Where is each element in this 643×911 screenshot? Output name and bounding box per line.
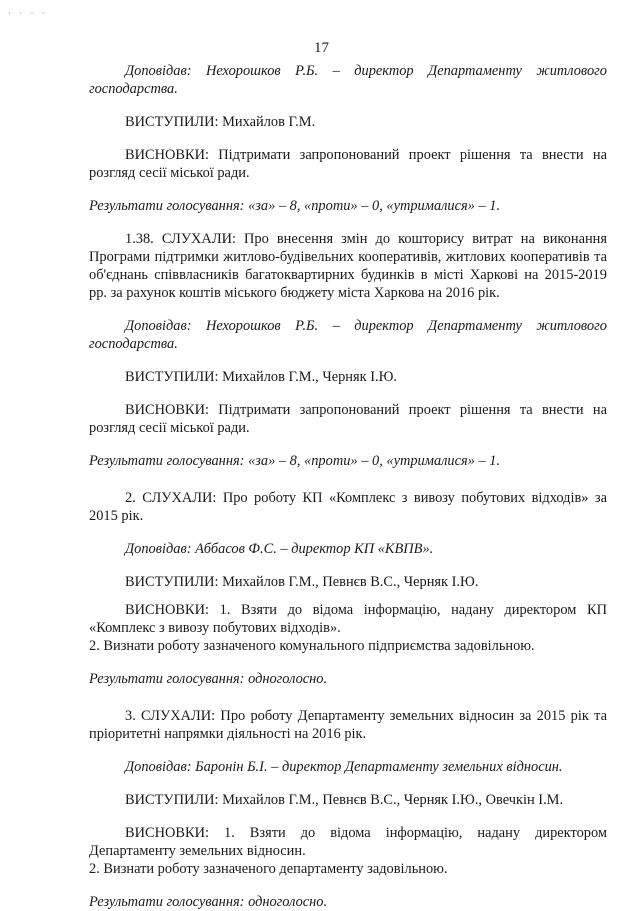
speakers-line: ВИСТУПИЛИ: Михайлов Г.М., Черняк І.Ю. [125, 369, 397, 385]
speakers-line: ВИСТУПИЛИ: Михайлов Г.М. [125, 114, 316, 130]
vote-result: Результати голосування: «за» – 8, «проти» – 0, «утрималися» – 1. [89, 198, 501, 214]
conclusion-line: ВИСНОВКИ: Підтримати запропонований проект рішення та внести на розгляд сесії міської ради. [89, 147, 607, 181]
conclusion-extra: 2. Визнати роботу зазначеного комунального підприємства задовільною. [89, 638, 535, 654]
heard-item: 2. СЛУХАЛИ: Про роботу КП «Комплекс з вивозу побутових відходів» за 2015 рік. [89, 490, 607, 524]
heard-item: 1.38. СЛУХАЛИ: Про внесення змін до кошторису витрат на виконання Програми підтримки житлово-будівельних кооперативів, житлових кооперативів та об'єднань співвласників багатоквартирних будинків в місті Харкові на 2015-2019 рр. за рахунок коштів міського бюджету міста Харкова на 2016 рік. [89, 231, 607, 301]
heard-item: 3. СЛУХАЛИ: Про роботу Департаменту земельних відносин за 2015 рік та пріоритетні напрямки діяльності на 2016 рік. [89, 708, 607, 742]
document-body [89, 62, 607, 911]
speaker-line: Доповідав: Баронін Б.І. – директор Департаменту земельних відносин. [125, 759, 563, 775]
speakers-line: ВИСТУПИЛИ: Михайлов Г.М., Певнєв В.С., Черняк І.Ю., Овечкін І.М. [125, 792, 564, 808]
page-number: 17 [314, 40, 329, 56]
vote-result: Результати голосування: «за» – 8, «проти» – 0, «утрималися» – 1. [89, 453, 501, 469]
speakers-line: ВИСТУПИЛИ: Михайлов Г.М., Певнєв В.С., Черняк І.Ю. [125, 574, 479, 590]
vote-result: Результати голосування: одноголосно. [89, 894, 328, 910]
conclusion-line: ВИСНОВКИ: 1. Взяти до відома інформацію, надану директором КП «Комплекс з вивозу побутових відходів». [89, 602, 607, 636]
speaker-line: Доповідав: Нехорошков Р.Б. – директор Департаменту житлового господарства. [89, 318, 607, 352]
speaker-line: Доповідав: Нехорошков Р.Б. – директор Департаменту житлового господарства. [89, 63, 607, 97]
vote-result: Результати голосування: одноголосно. [89, 671, 328, 687]
scan-artifact: · · · · [8, 8, 48, 18]
speaker-line: Доповідав: Аббасов Ф.С. – директор КП «КВПВ». [125, 541, 434, 557]
conclusion-line: ВИСНОВКИ: Підтримати запропонований проект рішення та внести на розгляд сесії міської ради. [89, 402, 607, 436]
conclusion-extra: 2. Визнати роботу зазначеного департаменту задовільною. [89, 861, 448, 877]
conclusion-line: ВИСНОВКИ: 1. Взяти до відома інформацію, надану директором Департаменту земельних відносин. [89, 825, 607, 859]
